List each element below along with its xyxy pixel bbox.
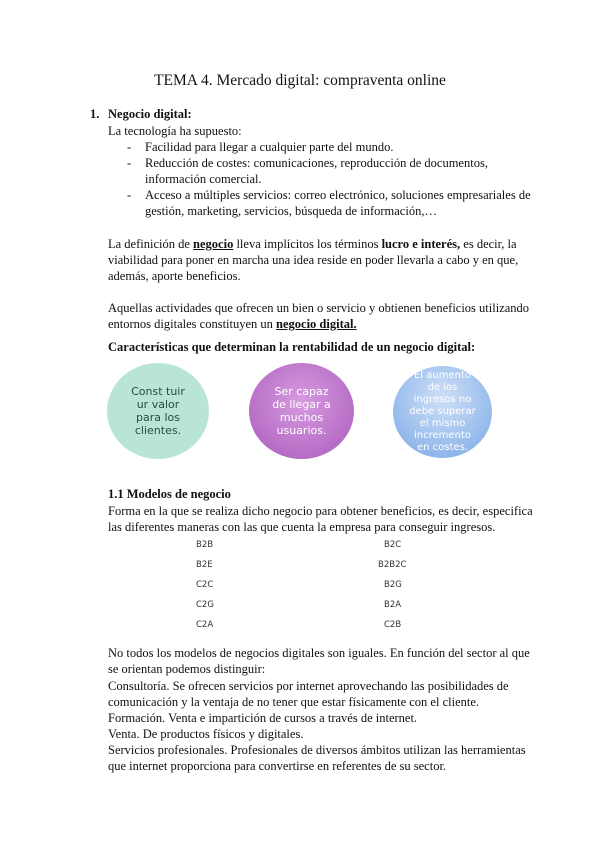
circle-text: en costes. [417,442,468,453]
circle-text: clientes. [134,424,182,437]
intro-text: La tecnología ha supuesto: [108,124,242,138]
bullet-marker: - [127,188,132,202]
model-item: B2B2C [378,560,407,570]
definition-text: es decir, la [460,237,517,251]
bullet-item: Facilidad para llegar a cualquier parte del mundo. [145,140,394,154]
model-item: C2A [196,620,214,630]
paragraph-line: que internet proporciona para convertirse en referentes de su sector. [108,759,447,773]
circle-text: de llegar a [272,398,331,411]
definition-line: además, aporte beneficios. [108,269,241,283]
bullet-marker: - [127,156,132,170]
model-item: B2E [196,560,213,570]
term-negocio-digital: negocio digital. [276,317,357,331]
definition-line [108,236,517,252]
paragraph-line: No todos los modelos de negocios digitales son iguales. En función del sector al que [108,646,530,660]
definition-text: lleva implícitos los términos [233,237,382,251]
activities-line [108,316,357,332]
circle-text: Const tuir [131,385,185,398]
circle-text: usuarios. [276,424,327,437]
activities-line: Aquellas actividades que ofrecen un bien o servicio y obtienen beneficios utilizando [108,301,530,315]
circle-text: Ser capaz [274,385,329,398]
definition-line: viabilidad para poner en marcha una idea reside en poder llevarla a cabo y en que, [108,253,519,267]
paragraph-line: Consultoría. Se ofrecen servicios por internet aprovechando las posibilidades de [108,679,509,693]
bullet-marker: - [127,140,132,154]
term-negocio: negocio [193,237,234,251]
circle-text: muchos [279,411,324,424]
activities-text: entornos digitales constituyen un [108,317,277,331]
section-number: 1. [90,107,100,121]
model-item: B2B [196,540,214,550]
section-heading-1 [90,106,192,122]
circle-text: ingresos no [413,394,472,405]
models-description: las diferentes maneras con las que cuenta la empresa para conseguir ingresos. [108,520,496,534]
paragraph-line: se orientan podemos distinguir: [108,662,266,676]
paragraph-line: Formación. Venta e impartición de cursos a través de internet. [108,711,418,725]
model-item: B2G [384,580,402,590]
circle-text: incremento [414,430,471,441]
characteristic-circle-reach [249,363,354,459]
model-item: C2C [196,580,214,590]
definition-text: La definición de [108,237,194,251]
page-title: TEMA 4. Mercado digital: compraventa online [154,72,446,89]
paragraph-line: Venta. De productos físicos y digitales. [108,727,304,741]
section-title: Negocio digital: [108,107,192,121]
model-item: C2B [384,620,402,630]
model-item: B2C [384,540,402,550]
paragraph-line: Servicios profesionales. Profesionales de diversos ámbitos utilizan las herramientas [108,743,526,757]
circle-text: el mismo [419,418,466,429]
model-item: B2A [384,600,402,610]
paragraph-line: comunicación y la ventaja de no tener que estar físicamente con el cliente. [108,695,480,709]
circle-text: para los [135,411,180,424]
subsection-heading: 1.1 Modelos de negocio [108,487,231,501]
bullet-item-cont: información comercial. [145,172,262,186]
circle-text: El aumento [413,370,471,381]
bullet-item: Acceso a múltiples servicios: correo electrónico, soluciones empresariales de [145,188,531,202]
models-description: Forma en la que se realiza dicho negocio para obtener beneficios, es decir, especifica [108,504,533,518]
characteristic-circle-income [393,366,492,458]
bullet-item: Reducción de costes: comunicaciones, reproducción de documentos, [145,156,488,170]
term-lucro: lucro e interés, [381,237,461,251]
model-item: C2G [196,600,214,610]
circle-text: ur valor [136,398,180,411]
characteristic-circle-value [107,363,209,459]
bullet-item-cont: gestión, marketing, servicios, búsqueda de información,… [145,204,437,218]
characteristics-heading: Características que determinan la rentabilidad de un negocio digital: [108,340,476,354]
circle-text: debe superar [409,406,476,417]
circle-text: de los [427,382,458,393]
